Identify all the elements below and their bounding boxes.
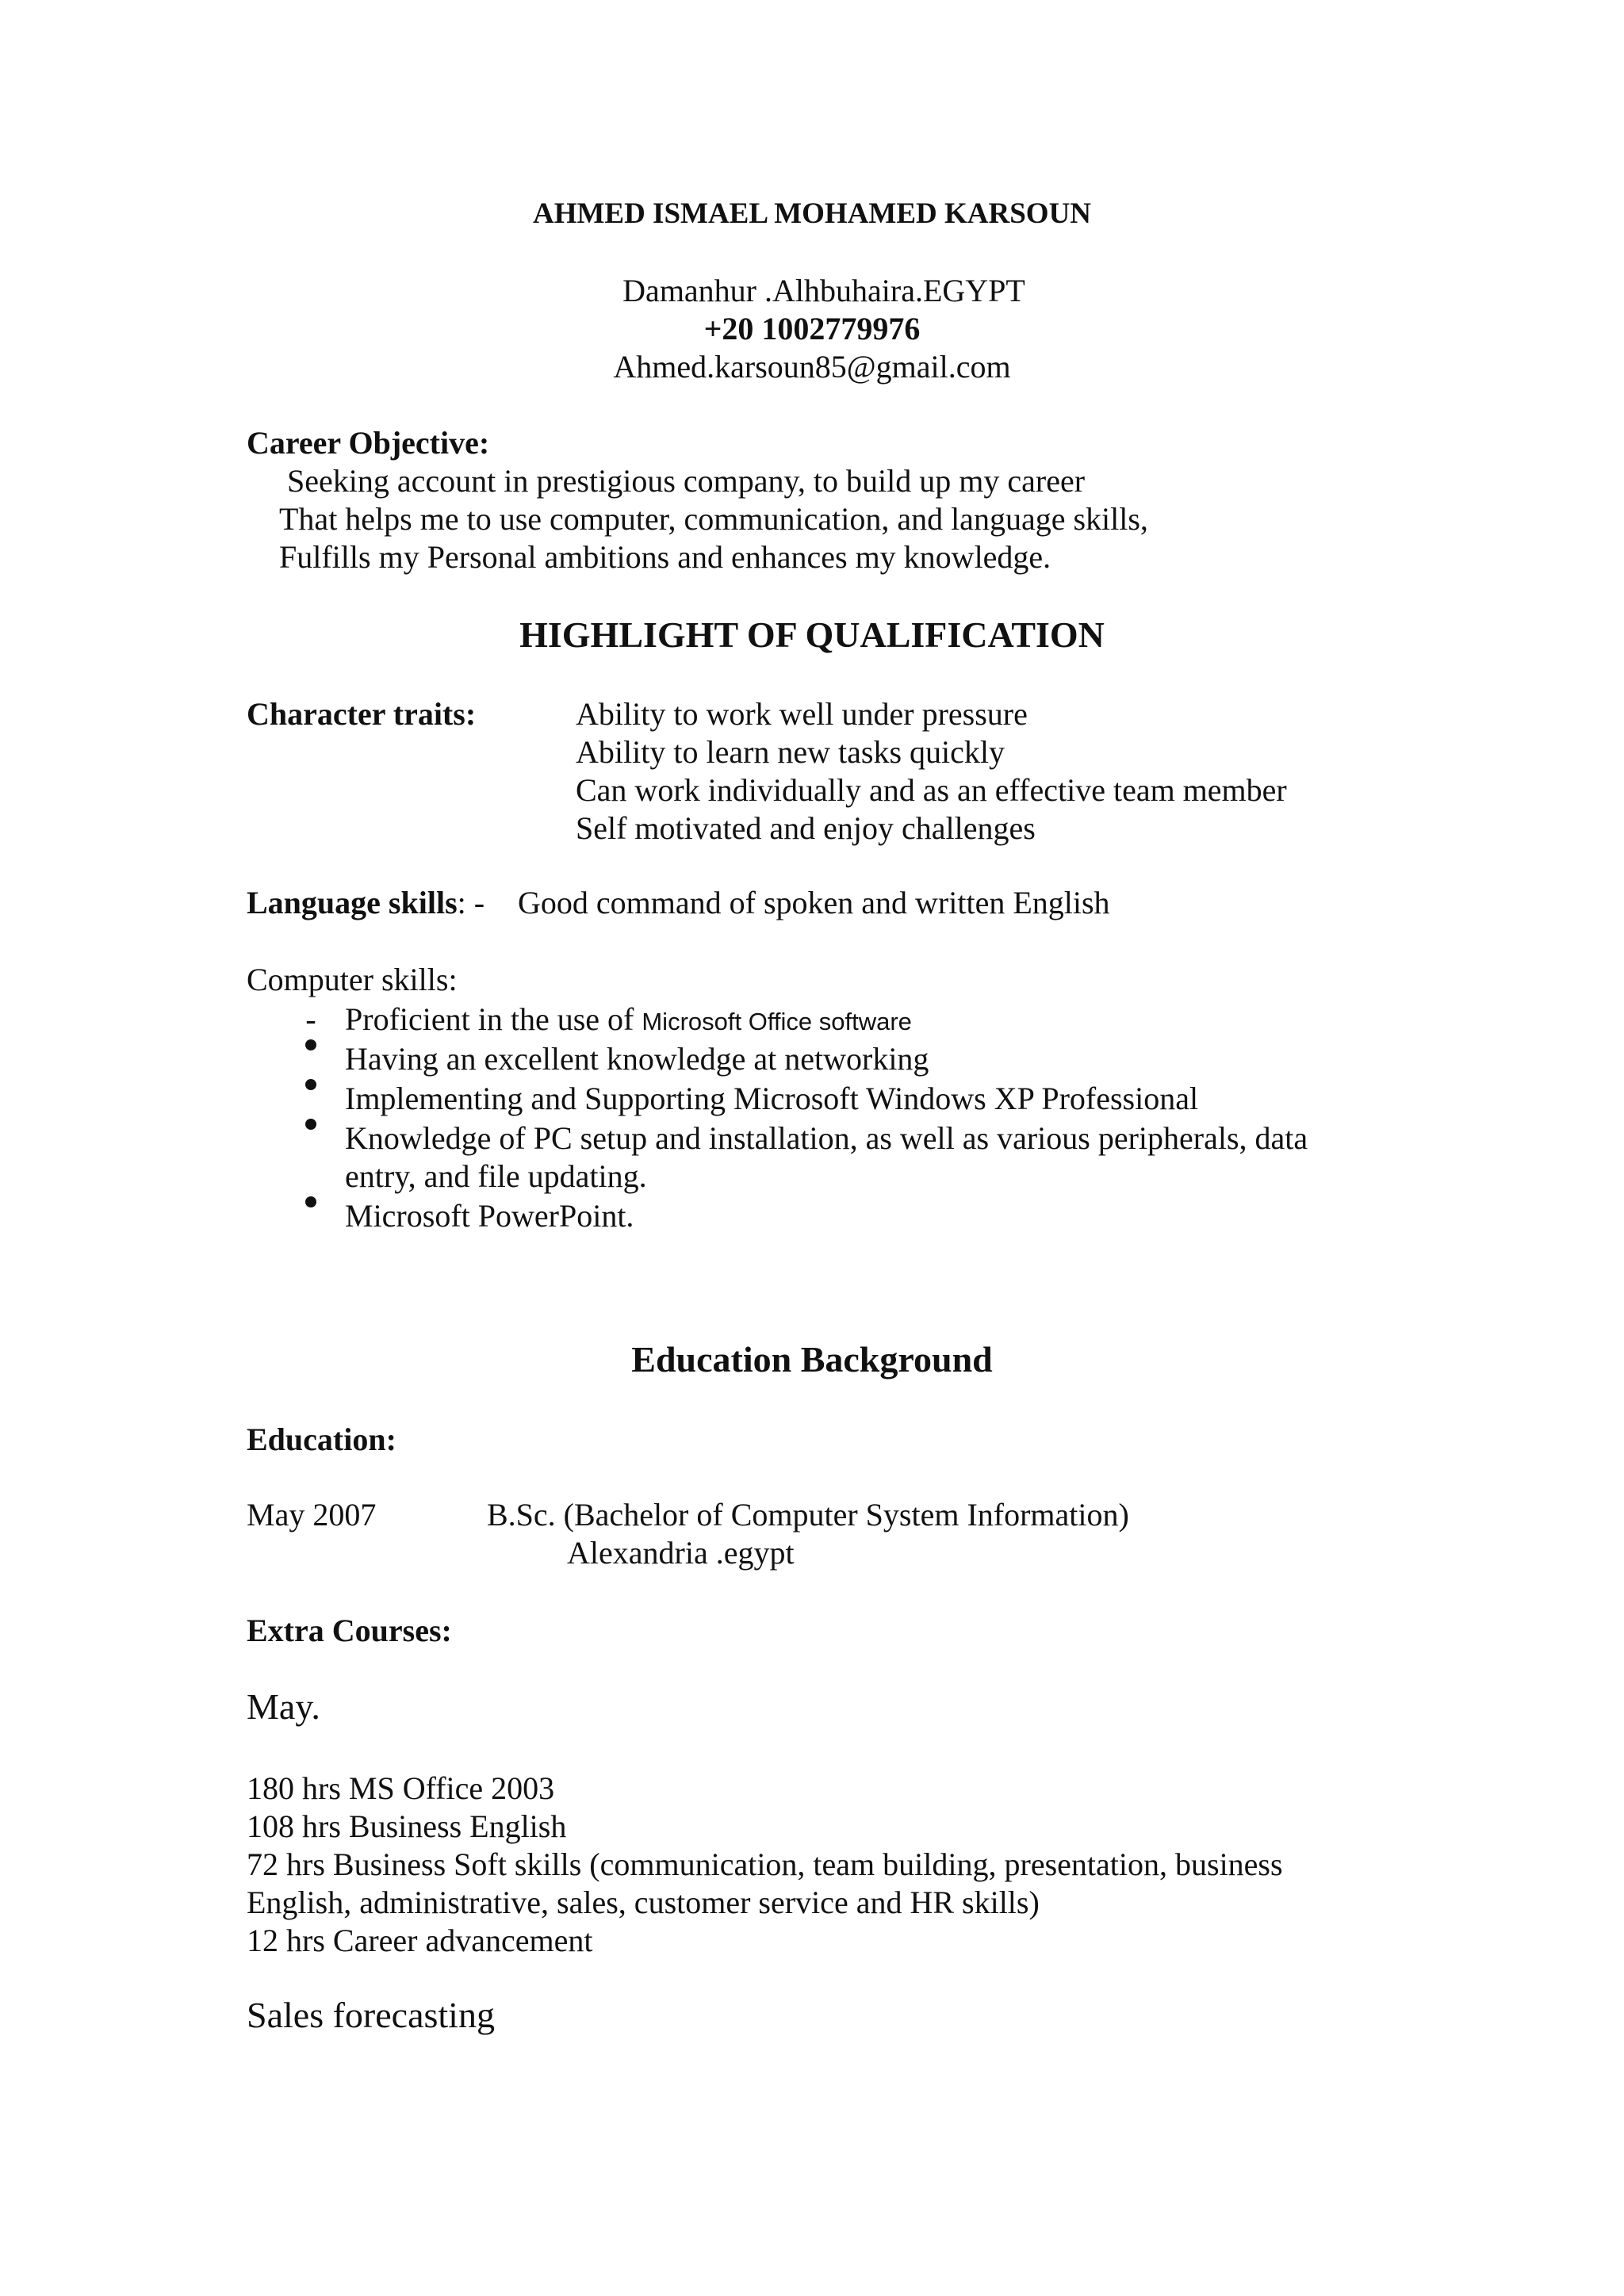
phone-number: +20 1002779976 — [703, 311, 921, 346]
computer-skill-item: Having an excellent knowledge at networking — [345, 1041, 929, 1077]
trait-item: Ability to learn new tasks quickly — [576, 734, 1005, 770]
career-objective-line: Seeking account in prestigious company, to build up my career — [287, 463, 1086, 499]
computer-skill-software: Microsoft Office software — [642, 1008, 912, 1035]
career-objective-label: Career Objective: — [247, 425, 490, 461]
education-date: May 2007 — [247, 1497, 377, 1533]
highlights-heading: HIGHLIGHT OF QUALIFICATION — [519, 614, 1105, 655]
extra-courses-label: Extra Courses: — [247, 1613, 452, 1648]
bullet-icon — [295, 1040, 327, 1054]
education-degree: B.Sc. (Bachelor of Computer System Information) — [487, 1497, 1129, 1533]
character-traits-label: Character traits: — [247, 696, 477, 732]
education-label: Education: — [247, 1422, 396, 1457]
email-address: Ahmed.karsoun85@gmail.com — [613, 349, 1011, 385]
language-skills-value: Good command of spoken and written English — [518, 885, 1110, 920]
language-skills-label: Language skills — [247, 885, 458, 920]
bullet-icon — [295, 1197, 327, 1211]
computer-skill-item: Knowledge of PC setup and installation, as well as various peripherals, data — [345, 1120, 1308, 1156]
course-item: 72 hrs Business Soft skills (communication, team building, presentation, business — [247, 1846, 1283, 1882]
bullet-icon — [295, 1080, 327, 1094]
computer-skill-prefix: Proficient in the use of — [345, 1001, 642, 1037]
computer-skills-label: Computer skills: — [247, 962, 458, 997]
course-item-continuation: English, administrative, sales, customer service and HR skills) — [247, 1885, 1040, 1920]
computer-skill-item: Implementing and Supporting Microsoft Windows XP Professional — [345, 1081, 1199, 1116]
address: Damanhur .Alhbuhaira.EGYPT — [622, 273, 1025, 308]
courses-month: May. — [247, 1686, 320, 1727]
language-skills-separator: : - — [457, 885, 485, 920]
education-place: Alexandria .egypt — [567, 1535, 795, 1571]
computer-skill-item — [345, 1001, 912, 1038]
computer-skill-item: Microsoft PowerPoint. — [345, 1198, 634, 1234]
education-heading: Education Background — [631, 1339, 993, 1380]
trait-item: Self motivated and enjoy challenges — [576, 810, 1036, 846]
dash-marker: - — [305, 1001, 316, 1037]
sales-forecasting-line: Sales forecasting — [247, 1995, 495, 2035]
language-skills-row — [247, 884, 485, 921]
candidate-name: AHMED ISMAEL MOHAMED KARSOUN — [532, 197, 1092, 230]
bullet-icon — [295, 1119, 327, 1134]
trait-item: Ability to work well under pressure — [576, 696, 1028, 732]
trait-item: Can work individually and as an effective team member — [576, 772, 1287, 808]
career-objective-line: Fulfills my Personal ambitions and enhances my knowledge. — [279, 539, 1051, 575]
career-objective-line: That helps me to use computer, communication, and language skills, — [279, 501, 1148, 537]
course-item: 108 hrs Business English — [247, 1808, 567, 1844]
course-item: 180 hrs MS Office 2003 — [247, 1770, 555, 1806]
course-item: 12 hrs Career advancement — [247, 1923, 593, 1958]
computer-skill-item-continuation: entry, and file updating. — [345, 1158, 647, 1194]
